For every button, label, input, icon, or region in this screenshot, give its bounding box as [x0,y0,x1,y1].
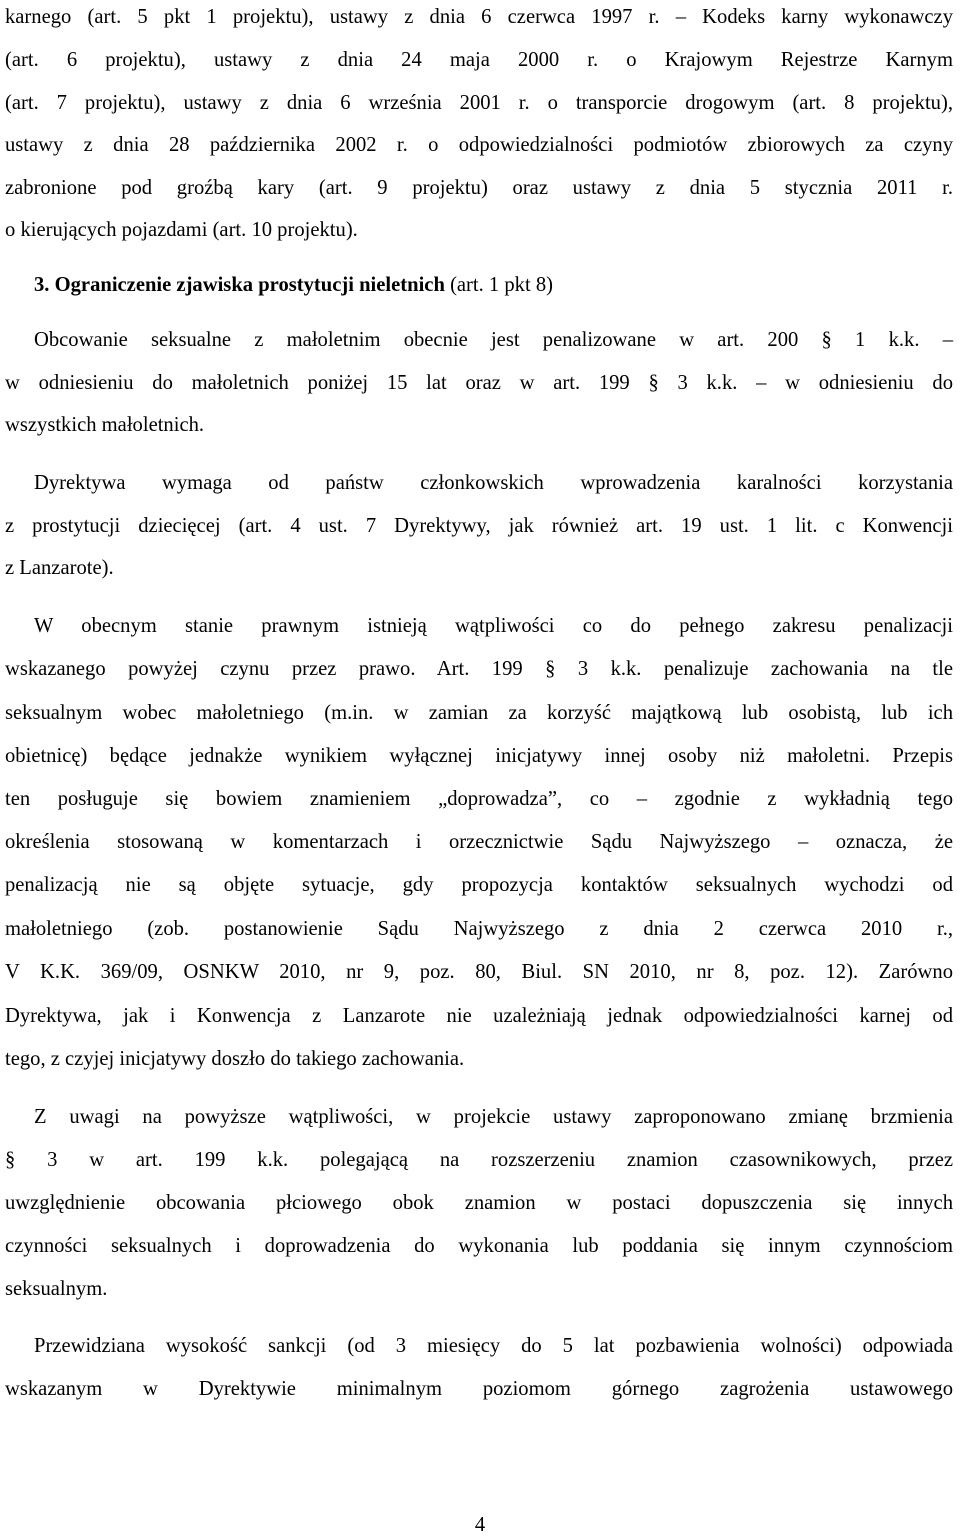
text-line: obietnicę) będące jednakże wynikiem wyłącznej inicjatywy innej osoby niż małoletni. Przepis [5,745,953,767]
section-heading [34,272,953,298]
text-line: określenia stosowaną w komentarzach i orzecznictwie Sądu Najwyższego – oznacza, że [5,831,953,853]
text-line: V K.K. 369/09, OSNKW 2010, nr 9, poz. 80, Biul. SN 2010, nr 8, poz. 12). Zarówno [5,961,953,983]
text-line: z Lanzarote). [5,557,114,579]
text-line: małoletniego (zob. postanowienie Sądu Najwyższego z dnia 2 czerwca 2010 r., [5,918,953,940]
text-line: penalizacją nie są objęte sytuacje, gdy propozycja kontaktów seksualnych wychodzi od [5,874,953,896]
text-line: § 3 w art. 199 k.k. polegającą na rozszerzeniu znamion czasownikowych, przez [5,1149,953,1171]
text-line: zabronione pod groźbą kary (art. 9 projektu) oraz ustawy z dnia 5 stycznia 2011 r. [5,177,953,199]
text-line: uwzględnienie obcowania płciowego obok znamion w postaci dopuszczenia się innych [5,1192,953,1214]
text-line: czynności seksualnych i doprowadzenia do wykonania lub poddania się innym czynnościom [5,1235,953,1257]
text-line: (art. 7 projektu), ustawy z dnia 6 września 2001 r. o transporcie drogowym (art. 8 projektu), [5,92,953,114]
text-line: wskazanego powyżej czynu przez prawo. Art. 199 § 3 k.k. penalizuje zachowania na tle [5,658,953,680]
text-line: W obecnym stanie prawnym istnieją wątpliwości co do pełnego zakresu penalizacji [34,615,953,637]
section-number: 3. [34,274,50,296]
text-line: ustawy z dnia 28 października 2002 r. o odpowiedzialności podmiotów zbiorowych za czyny [5,134,953,156]
page-number: 4 [474,1514,486,1536]
text-line: Z uwagi na powyższe wątpliwości, w projekcie ustawy zaproponowano zmianę brzmienia [34,1106,953,1128]
text-line: o kierujących pojazdami (art. 10 projektu). [5,219,358,241]
section-reference: (art. 1 pkt 8) [450,274,554,296]
section-title: Ograniczenie zjawiska prostytucji nieletnich [54,274,445,296]
text-line: ten posługuje się bowiem znamieniem „doprowadza”, co – zgodnie z wykładnią tego [5,788,953,810]
text-line: tego, z czyjej inicjatywy doszło do takiego zachowania. [5,1048,465,1070]
text-line: wszystkich małoletnich. [5,414,205,436]
text-line: w odniesieniu do małoletnich poniżej 15 lat oraz w art. 199 § 3 k.k. – w odniesieniu do [5,372,953,394]
text-line: seksualnym wobec małoletniego (m.in. w zamian za korzyść majątkową lub osobistą, lub ich [5,702,953,724]
text-line: Dyrektywa wymaga od państw członkowskich wprowadzenia karalności korzystania [34,472,953,494]
text-line: Obcowanie seksualne z małoletnim obecnie jest penalizowane w art. 200 § 1 k.k. – [34,329,953,351]
text-line: karnego (art. 5 pkt 1 projektu), ustawy z dnia 6 czerwca 1997 r. – Kodeks karny wykonawczy [5,6,953,28]
text-line: z prostytucji dziecięcej (art. 4 ust. 7 Dyrektywy, jak również art. 19 ust. 1 lit. c Konwencji [5,515,953,537]
text-line: (art. 6 projektu), ustawy z dnia 24 maja 2000 r. o Krajowym Rejestrze Karnym [5,49,953,71]
text-line: Przewidziana wysokość sankcji (od 3 miesięcy do 5 lat pozbawienia wolności) odpowiada [34,1335,953,1357]
text-line: seksualnym. [5,1278,108,1300]
text-line: Dyrektywa, jak i Konwencja z Lanzarote nie uzależniają jednak odpowiedzialności karnej od [5,1005,953,1027]
text-line: wskazanym w Dyrektywie minimalnym poziomom górnego zagrożenia ustawowego [5,1378,953,1400]
